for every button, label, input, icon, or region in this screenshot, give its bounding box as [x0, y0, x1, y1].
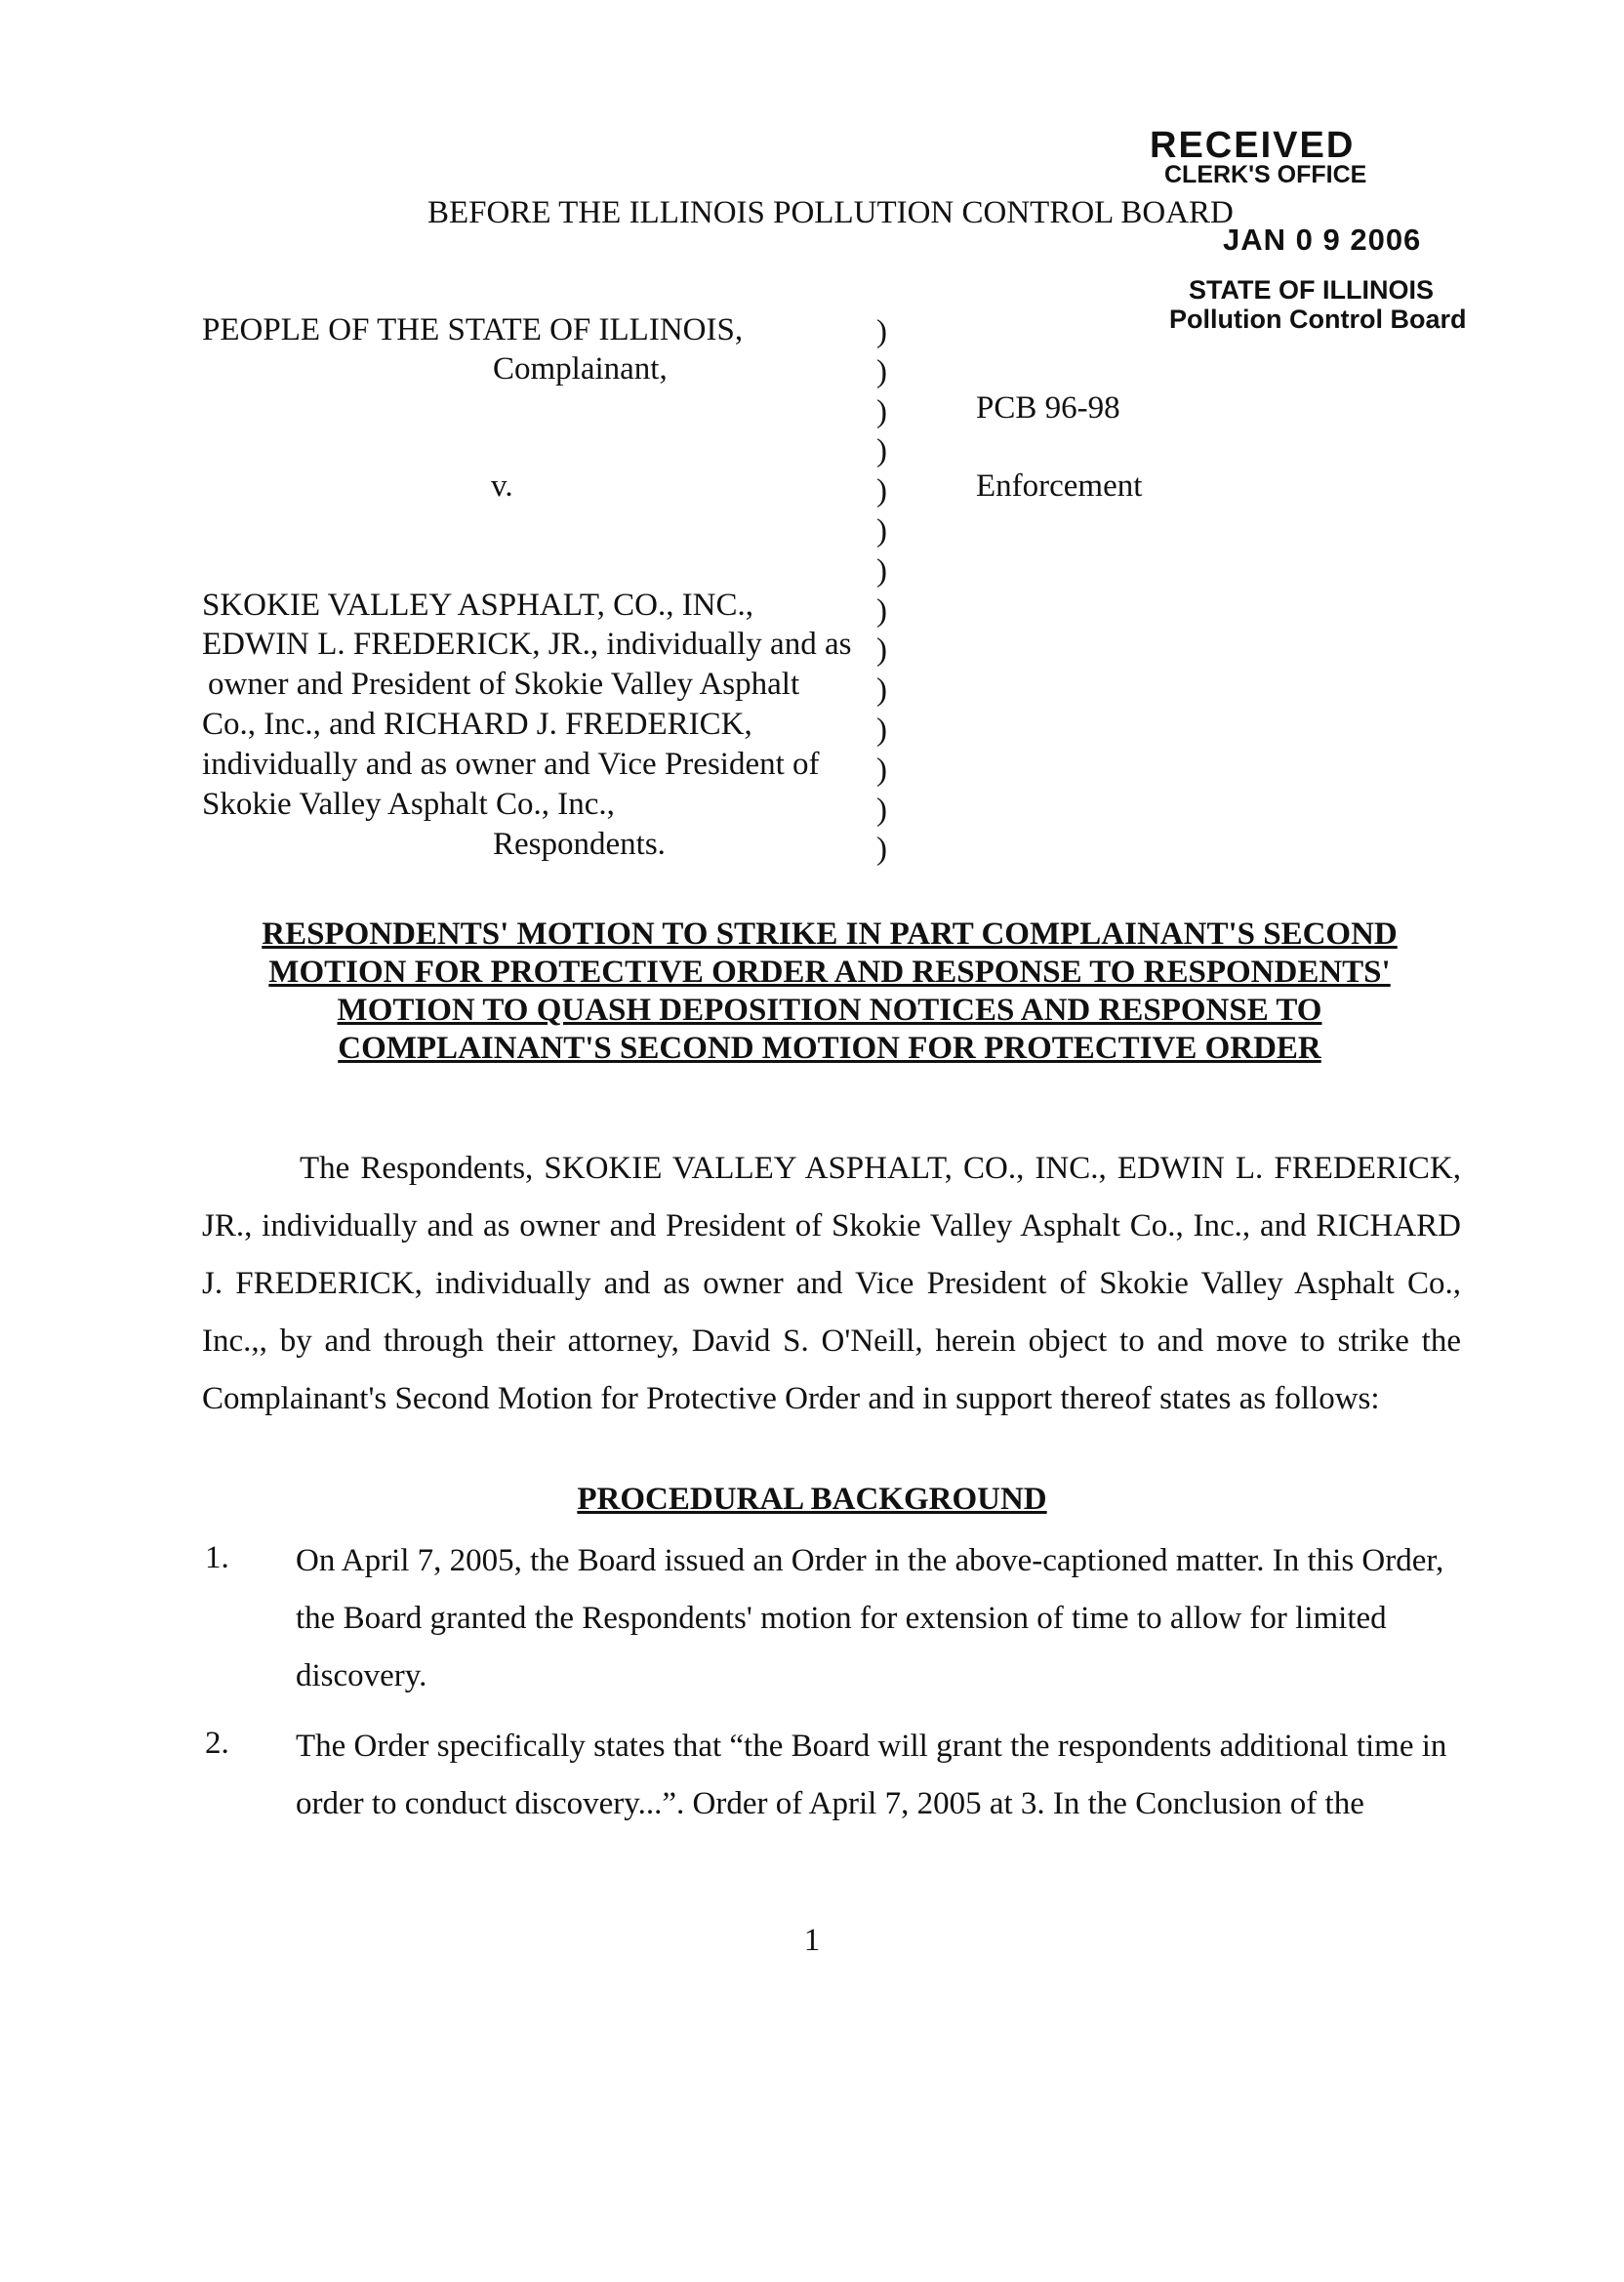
- paren: ): [876, 314, 887, 349]
- received-stamp-board: Pollution Control Board: [1169, 305, 1467, 334]
- plaintiff-role: Complainant,: [493, 351, 668, 387]
- court-header: BEFORE THE ILLINOIS POLLUTION CONTROL BOARD: [427, 195, 1234, 230]
- defendant-line-4: Co., Inc., and RICHARD J. FREDERICK,: [202, 707, 752, 742]
- paren: ): [876, 353, 887, 389]
- versus: v.: [491, 469, 513, 504]
- received-stamp-title: RECEIVED: [1150, 125, 1356, 166]
- paren: ): [876, 592, 887, 629]
- paren: ): [876, 473, 887, 509]
- motion-title-line-1: RESPONDENTS' MOTION TO STRIKE IN PART COMPLAINANT'S SECOND: [262, 917, 1398, 952]
- paren: ): [876, 712, 887, 748]
- motion-title-line-3: MOTION TO QUASH DEPOSITION NOTICES AND RESPONSE TO: [337, 993, 1322, 1028]
- paren: ): [876, 433, 887, 469]
- paren: ): [876, 672, 887, 709]
- item-2-number: 2.: [205, 1726, 229, 1761]
- defendant-line-1: SKOKIE VALLEY ASPHALT, CO., INC.,: [202, 588, 754, 623]
- intro-paragraph: The Respondents, SKOKIE VALLEY ASPHALT, CO., INC., EDWIN L. FREDERICK, JR., individually and as owner and President of Skokie Valley Asphalt Co., Inc., and RICHARD J. FREDERICK, individually and as owner and Vice President of Skokie Valley Asphalt Co., Inc.,, by and through their attorney, David S. O'Neill, herein object to and move to strike the Complainant's Second Motion for Protective Order and in support thereof states as follows:: [202, 1151, 1461, 1416]
- motion-title-line-4: COMPLAINANT'S SECOND MOTION FOR PROTECTIVE ORDER: [338, 1031, 1321, 1066]
- received-stamp-date: JAN 0 9 2006: [1223, 223, 1422, 257]
- case-type: Enforcement: [976, 469, 1143, 504]
- defendant-line-6: Skokie Valley Asphalt Co., Inc.,: [202, 787, 615, 822]
- defendant-role: Respondents.: [493, 827, 666, 862]
- received-stamp-state: STATE OF ILLINOIS: [1189, 275, 1434, 305]
- defendant-line-5: individually and as owner and Vice President of: [202, 747, 820, 782]
- defendant-line-2: EDWIN L. FREDERICK, JR., individually and as: [202, 627, 852, 662]
- paren: ): [876, 792, 887, 828]
- paren: ): [876, 552, 887, 589]
- section-heading: PROCEDURAL BACKGROUND: [577, 1482, 1047, 1517]
- item-2-text: The Order specifically states that “the Board will grant the respondents additional time in order to conduct discovery...”. Order of April 7, 2005 at 3. In the Conclusion of the: [296, 1729, 1447, 1821]
- received-stamp-office: CLERK'S OFFICE: [1164, 161, 1367, 188]
- page-number: 1: [803, 1923, 821, 1958]
- paren: ): [876, 632, 887, 669]
- item-1-number: 1.: [205, 1540, 229, 1575]
- plaintiff-name: PEOPLE OF THE STATE OF ILLINOIS,: [202, 312, 744, 347]
- motion-title: [244, 916, 1415, 1068]
- item-1-text: On April 7, 2005, the Board issued an Order in the above-captioned matter. In this Order, the Board granted the Respondents' motion for extension of time to allow for limited discovery.: [296, 1543, 1444, 1693]
- caption-parentheses: [876, 312, 896, 870]
- paren: ): [876, 393, 887, 429]
- paren: ): [876, 512, 887, 549]
- case-number: PCB 96-98: [976, 390, 1120, 426]
- paren: ): [876, 752, 887, 788]
- motion-title-line-2: MOTION FOR PROTECTIVE ORDER AND RESPONSE TO RESPONDENTS': [268, 955, 1391, 990]
- paren: ): [876, 832, 887, 868]
- defendant-line-3: owner and President of Skokie Valley Asphalt: [208, 667, 800, 702]
